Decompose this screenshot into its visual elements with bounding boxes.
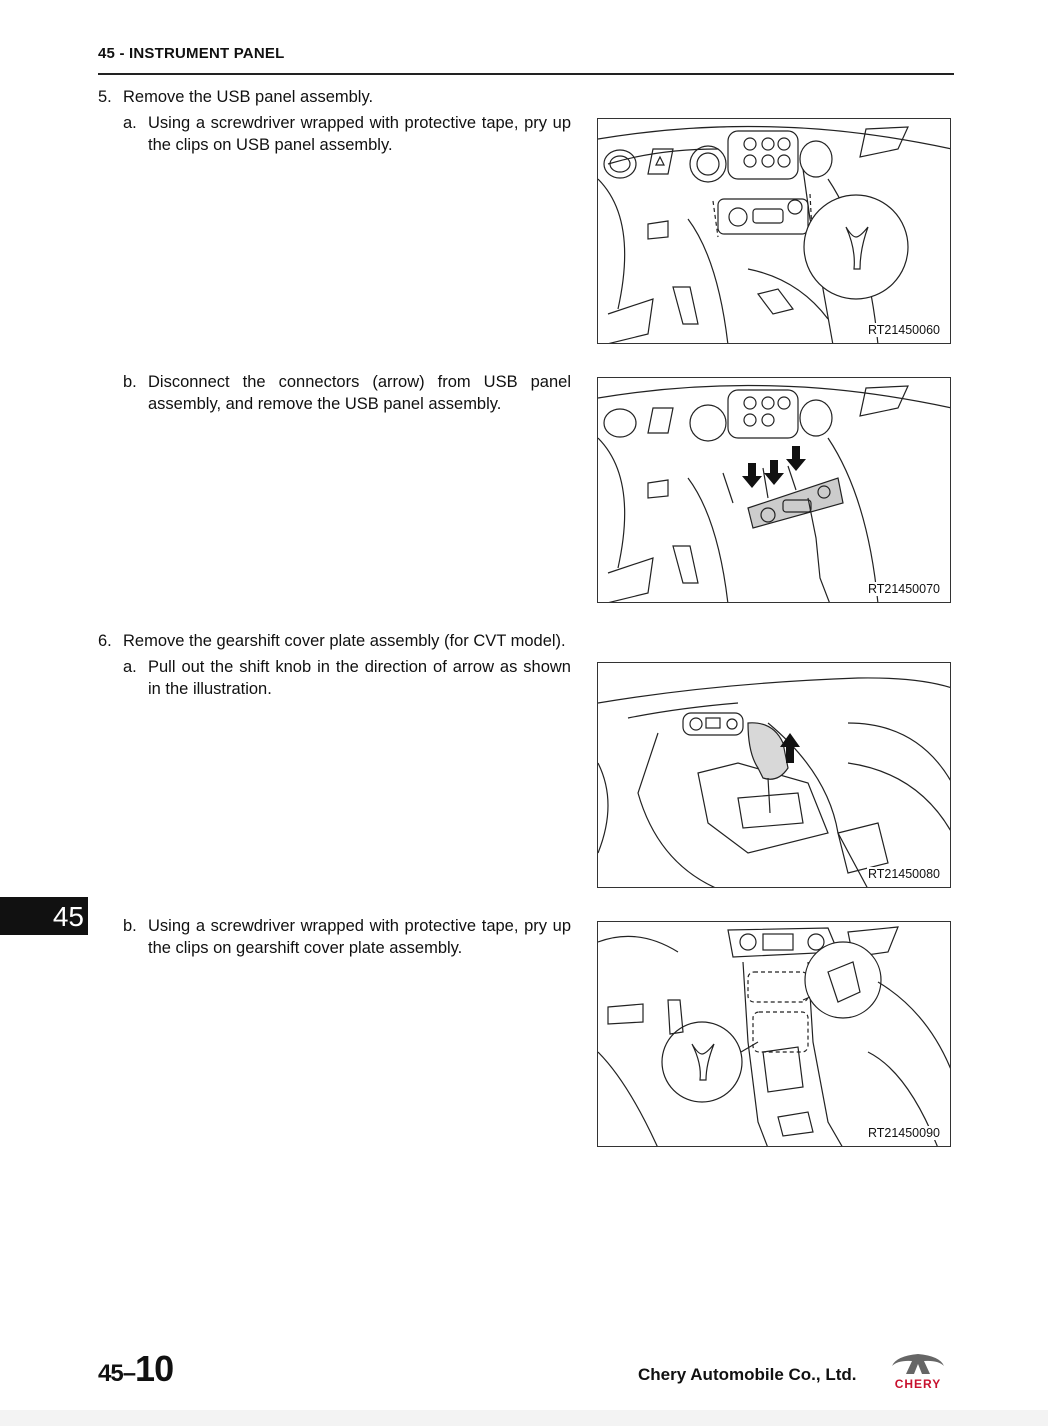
company-name: Chery Automobile Co., Ltd. — [638, 1365, 857, 1384]
page-bottom-strip — [0, 1410, 1048, 1426]
figure-code: RT21450090 — [867, 1126, 940, 1140]
chery-logo — [884, 1352, 952, 1392]
figure-code: RT21450060 — [867, 323, 940, 337]
substep-text: Disconnect the connectors (arrow) from USB panel assembly, and remove the USB panel assembly. — [148, 373, 571, 413]
step-text: Remove the gearshift cover plate assembly (for CVT model). — [123, 632, 566, 650]
page-header-title: 45 - INSTRUMENT PANEL — [98, 45, 285, 62]
substep-label: a. — [123, 114, 137, 132]
shift-knob-drawing — [598, 663, 951, 888]
connector-drawing — [598, 378, 951, 603]
illustration-usb-panel-clips — [597, 118, 951, 344]
chery-emblem-icon — [884, 1352, 952, 1392]
substep-label: a. — [123, 658, 137, 676]
substep-5a — [123, 112, 571, 156]
step-number: 6. — [98, 632, 112, 650]
gearshift-cover-drawing — [598, 922, 951, 1147]
header-divider — [98, 73, 954, 75]
page-number-prefix: 45– — [98, 1360, 136, 1387]
substep-label: b. — [123, 917, 137, 935]
figure-code: RT21450080 — [867, 867, 940, 881]
step-text: Remove the USB panel assembly. — [123, 88, 374, 106]
substep-label: b. — [123, 373, 137, 391]
substep-text: Pull out the shift knob in the direction of arrow as shown in the illustration. — [148, 658, 571, 698]
illustration-shift-knob — [597, 662, 951, 888]
dashboard-console-drawing — [598, 119, 951, 344]
section-tab: 45 — [0, 897, 88, 935]
logo-text: CHERY — [894, 1377, 942, 1391]
page-number — [98, 1348, 173, 1390]
substep-5b — [123, 371, 571, 415]
substep-text: Using a screwdriver wrapped with protective tape, pry up the clips on USB panel assembly. — [148, 114, 571, 154]
substep-6a — [123, 656, 571, 700]
page-number-value: 10 — [135, 1348, 174, 1389]
illustration-usb-connectors — [597, 377, 951, 603]
step-number: 5. — [98, 88, 112, 106]
substep-text: Using a screwdriver wrapped with protective tape, pry up the clips on gearshift cover plate assembly. — [148, 917, 571, 957]
substep-6b — [123, 915, 571, 959]
figure-code: RT21450070 — [867, 582, 940, 596]
illustration-gearshift-cover-clips — [597, 921, 951, 1147]
